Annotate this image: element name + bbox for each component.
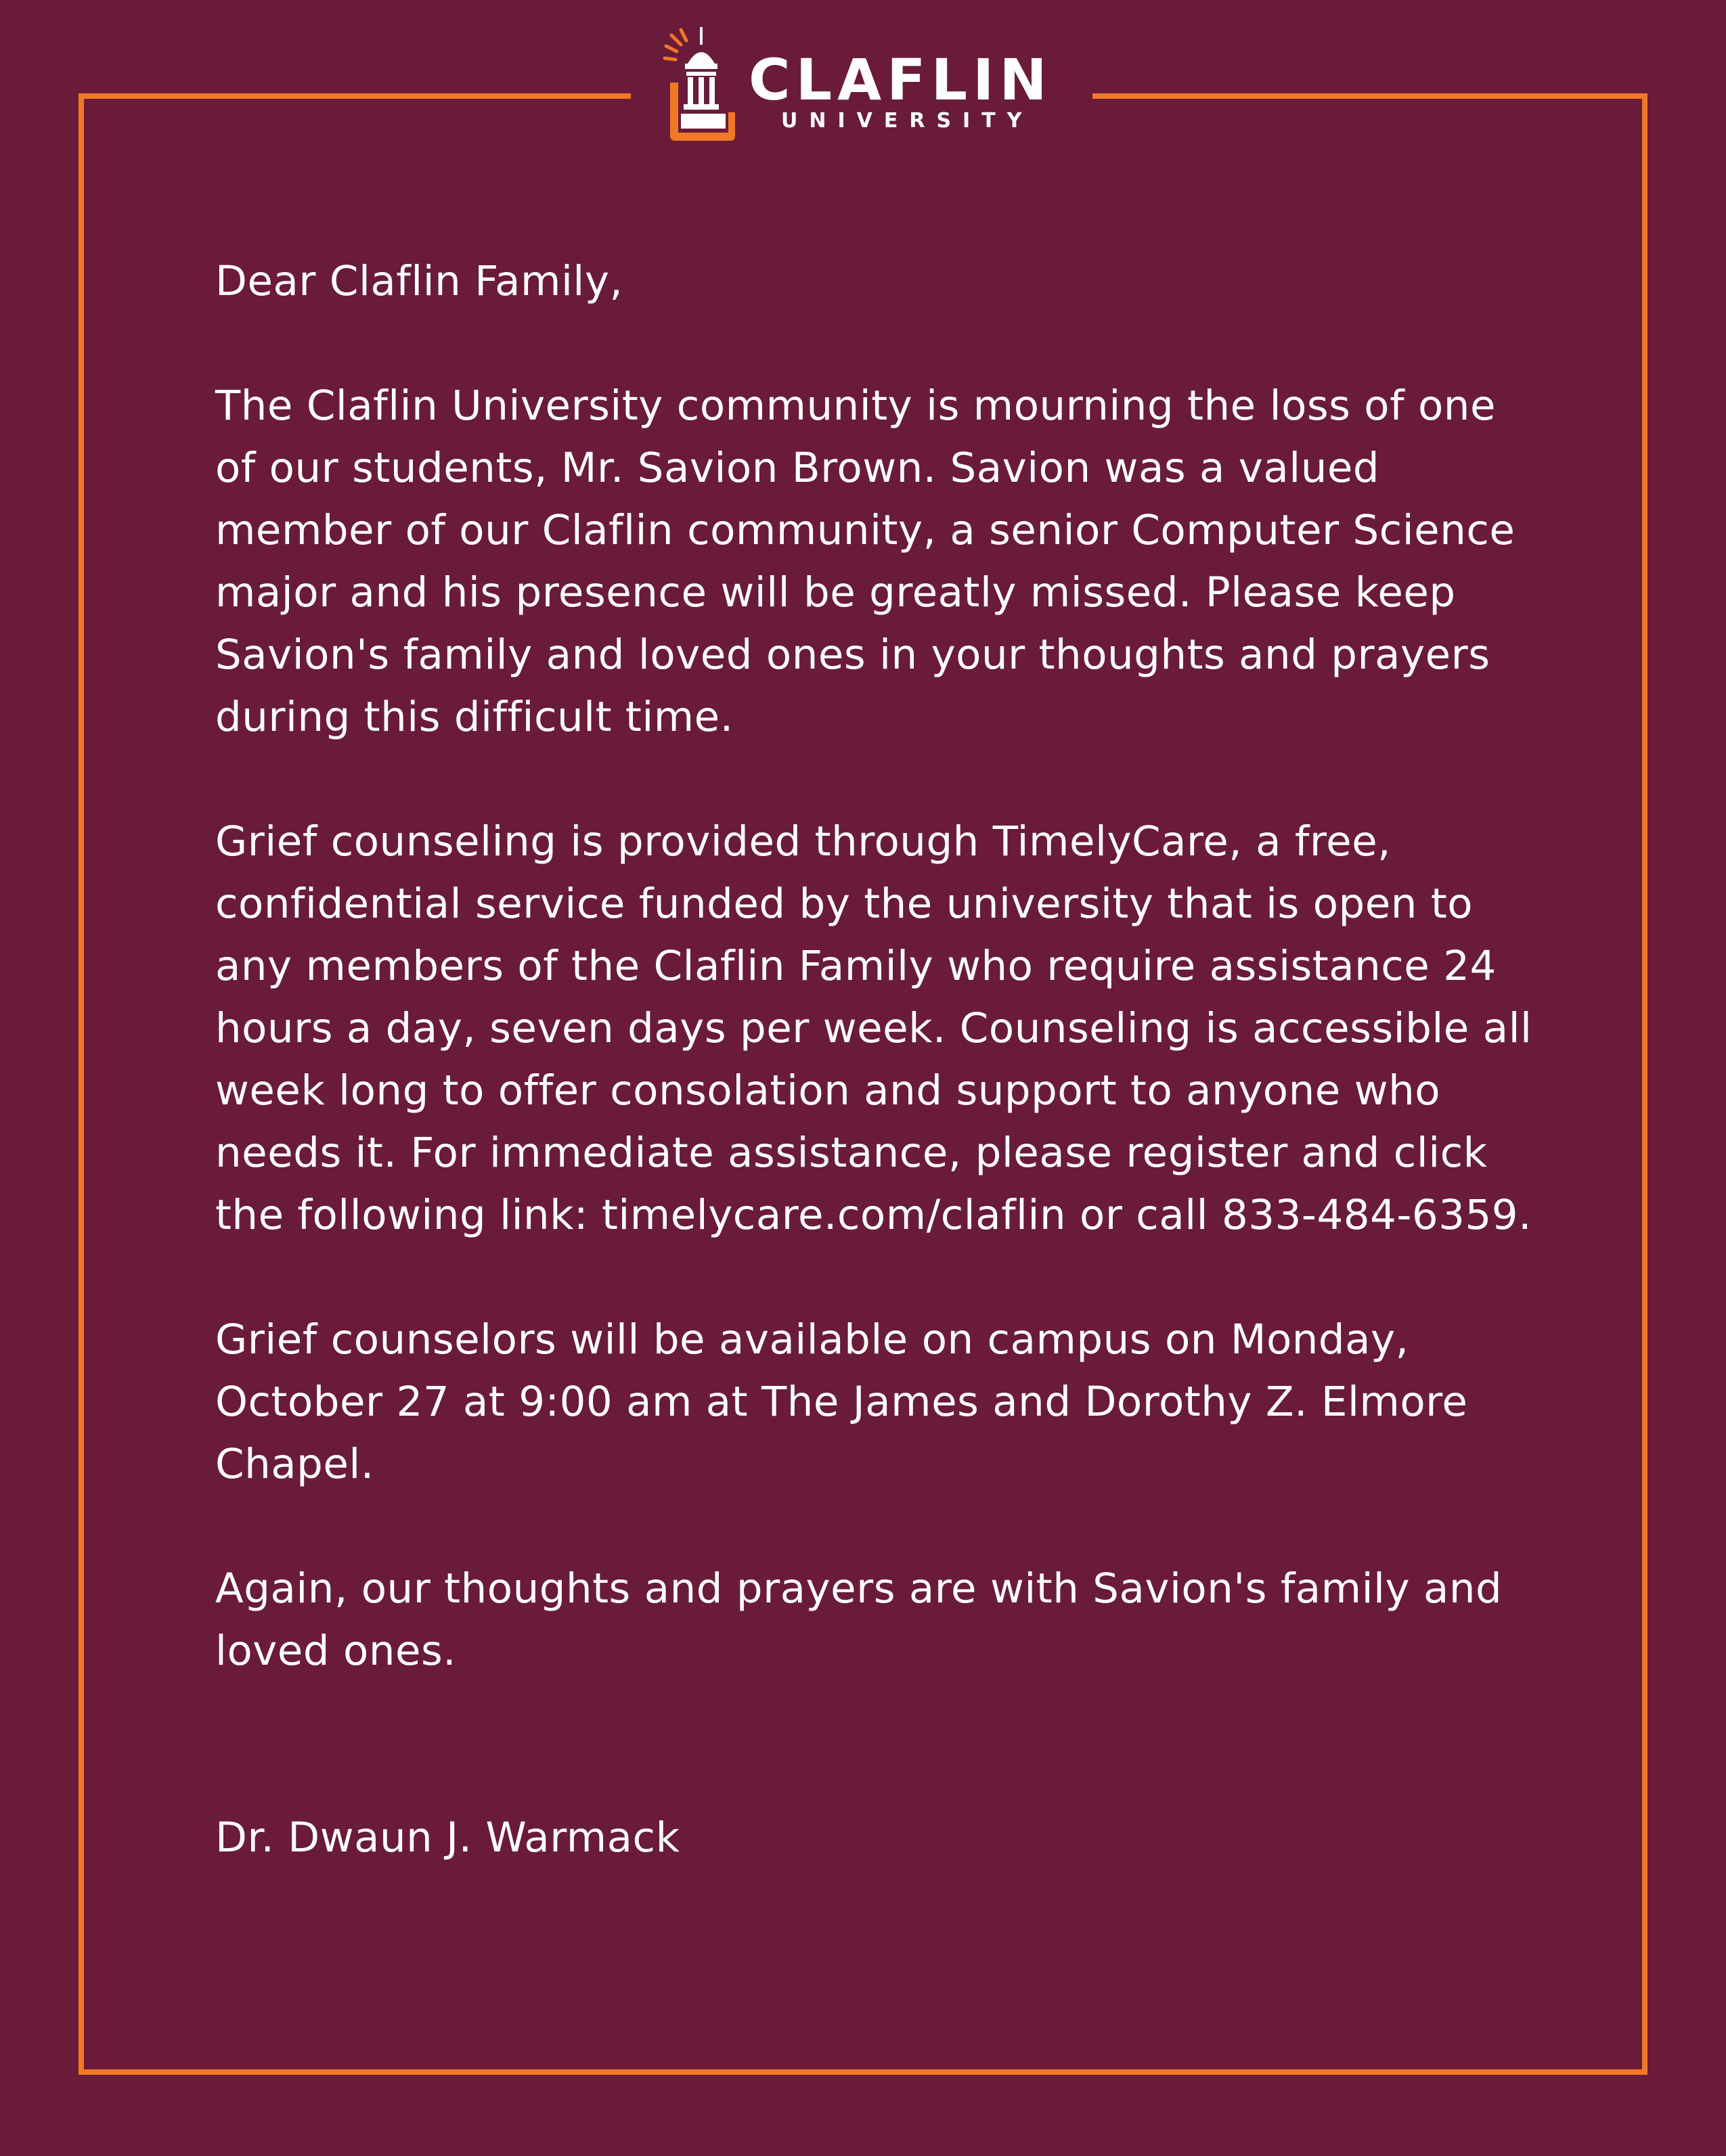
frame-top-right	[1092, 93, 1647, 99]
letter-body	[215, 250, 1535, 1931]
paragraph-counseling: Grief counseling is provided through TimelyCare, a free, confidential service funded by the university that is open to any members of the Claflin Family who require assistance 24 hours a day, seven days per week. Counseling is accessible all week long to offer consolation and support to anyone who needs it. For immediate assistance, please register and click the following link: timelycare.com/claflin or call 833-484-6359.	[215, 817, 1532, 1239]
claflin-logo	[661, 24, 1067, 146]
frame-bottom	[79, 2069, 1647, 2075]
paragraph-closing: Again, our thoughts and prayers are with Savion's family and loved ones.	[215, 1565, 1503, 1675]
salutation: Dear Claflin Family,	[215, 257, 623, 305]
frame-left	[79, 93, 84, 2075]
logo-subtitle: UNIVERSITY	[781, 109, 1034, 133]
frame-right	[1642, 93, 1647, 2075]
paragraph-mourning: The Claflin University community is mourning the loss of one of our students, Mr. Savion Brown. Savion was a valued member of our Claflin community, a senior Computer Science major and his presence will be greatly missed. Please keep Savion's family and loved ones in your thoughts and prayers during this difficult time.	[215, 382, 1515, 741]
paragraph-campus-counselors: Grief counselors will be available on campus on Monday, October 27 at 9:00 am at The James and Dorothy Z. Elmore Chapel.	[215, 1316, 1468, 1488]
logo-wordmark: CLAFLIN	[749, 47, 1053, 113]
signature: Dr. Dwaun J. Warmack	[215, 1814, 680, 1862]
frame-top-left	[79, 93, 631, 99]
clock-tower-icon	[661, 24, 742, 146]
